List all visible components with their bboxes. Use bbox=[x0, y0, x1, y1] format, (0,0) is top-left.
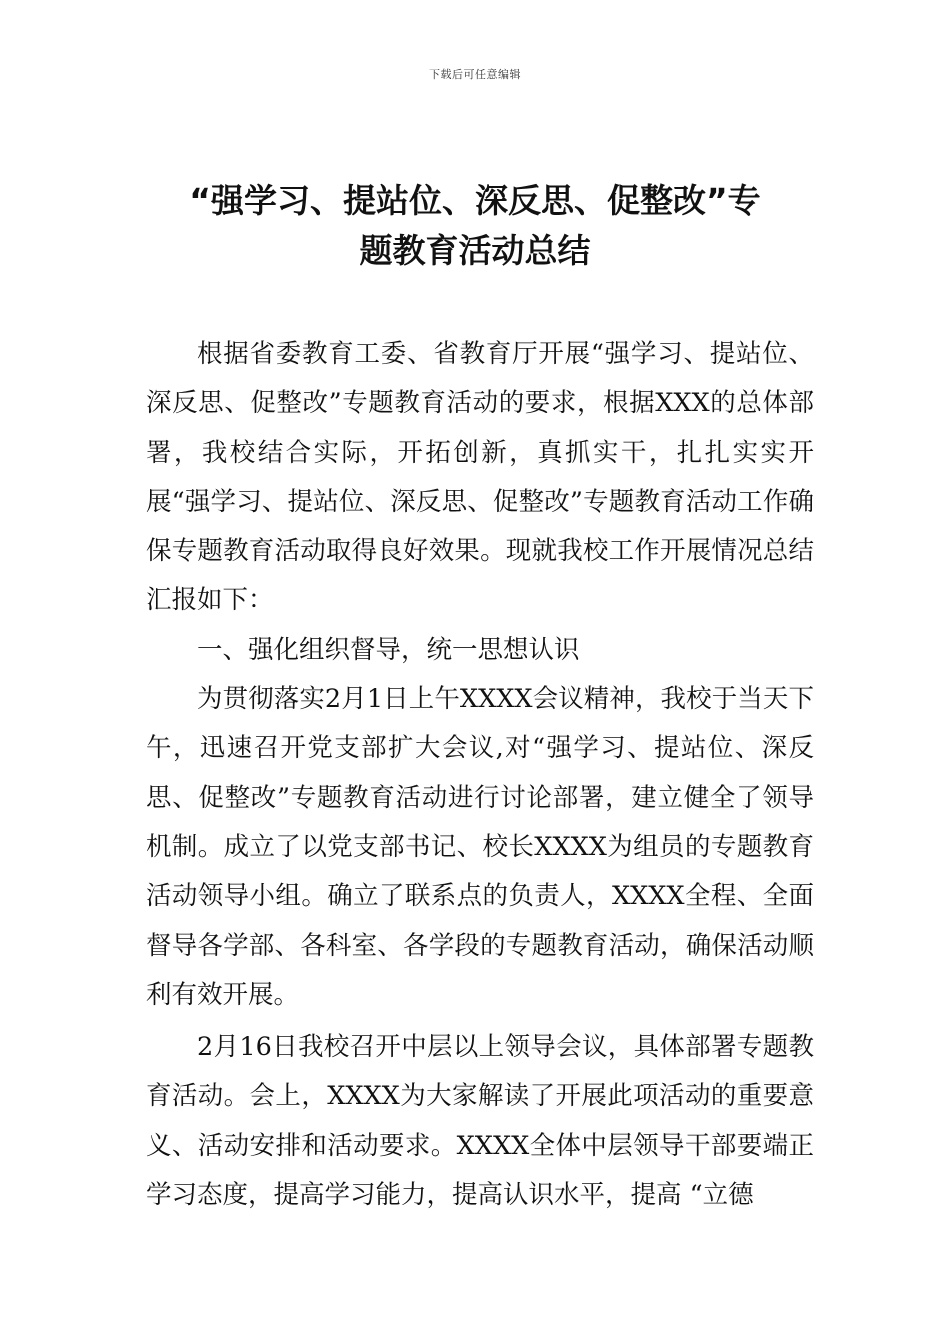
paragraph-organization: 为贯彻落实2月1日上午XXXX会议精神，我校于当天下午，迅速召开党支部扩大会议,对“强学习、提站位、深反思、促整改”专题教育活动进行讨论部署，建立健全了领导机制。成立了以党支部书记、校长XXXX为组员的专题教育活动领导小组。确立了联系点的负责人，XXXX全程、全面督导各学部、各科室、各学段的专题教育活动，确保活动顺利有效开展。 bbox=[146, 684, 814, 1010]
document-body bbox=[146, 330, 814, 1220]
title-line-2: 题教育活动总结 bbox=[359, 231, 591, 270]
document-title bbox=[120, 176, 830, 276]
title-line-1: “强学习、提站位、深反思、促整改”专 bbox=[189, 181, 761, 220]
header-note: 下载后可任意编辑 bbox=[429, 68, 521, 81]
paragraph-intro: 根据省委教育工委、省教育厅开展“强学习、提站位、深反思、促整改”专题教育活动的要求，根据XXX的总体部署，我校结合实际，开拓创新，真抓实干，扎扎实实开展“强学习、提站位、深反思、促整改”专题教育活动工作确保专题教育活动取得良好效果。现就我校工作开展情况总结汇报如下： bbox=[146, 339, 814, 616]
section-heading: 一、强化组织督导，统一思想认识 bbox=[197, 634, 580, 665]
paragraph-meeting: 2月16日我校召开中层以上领导会议，具体部署专题教育活动。会上，XXXX为大家解读了开展此项活动的重要意义、活动安排和活动要求。XXXX全体中层领导干部要端正学习态度，提高学习能力，提高认识水平，提高 “立德 bbox=[146, 1032, 814, 1211]
